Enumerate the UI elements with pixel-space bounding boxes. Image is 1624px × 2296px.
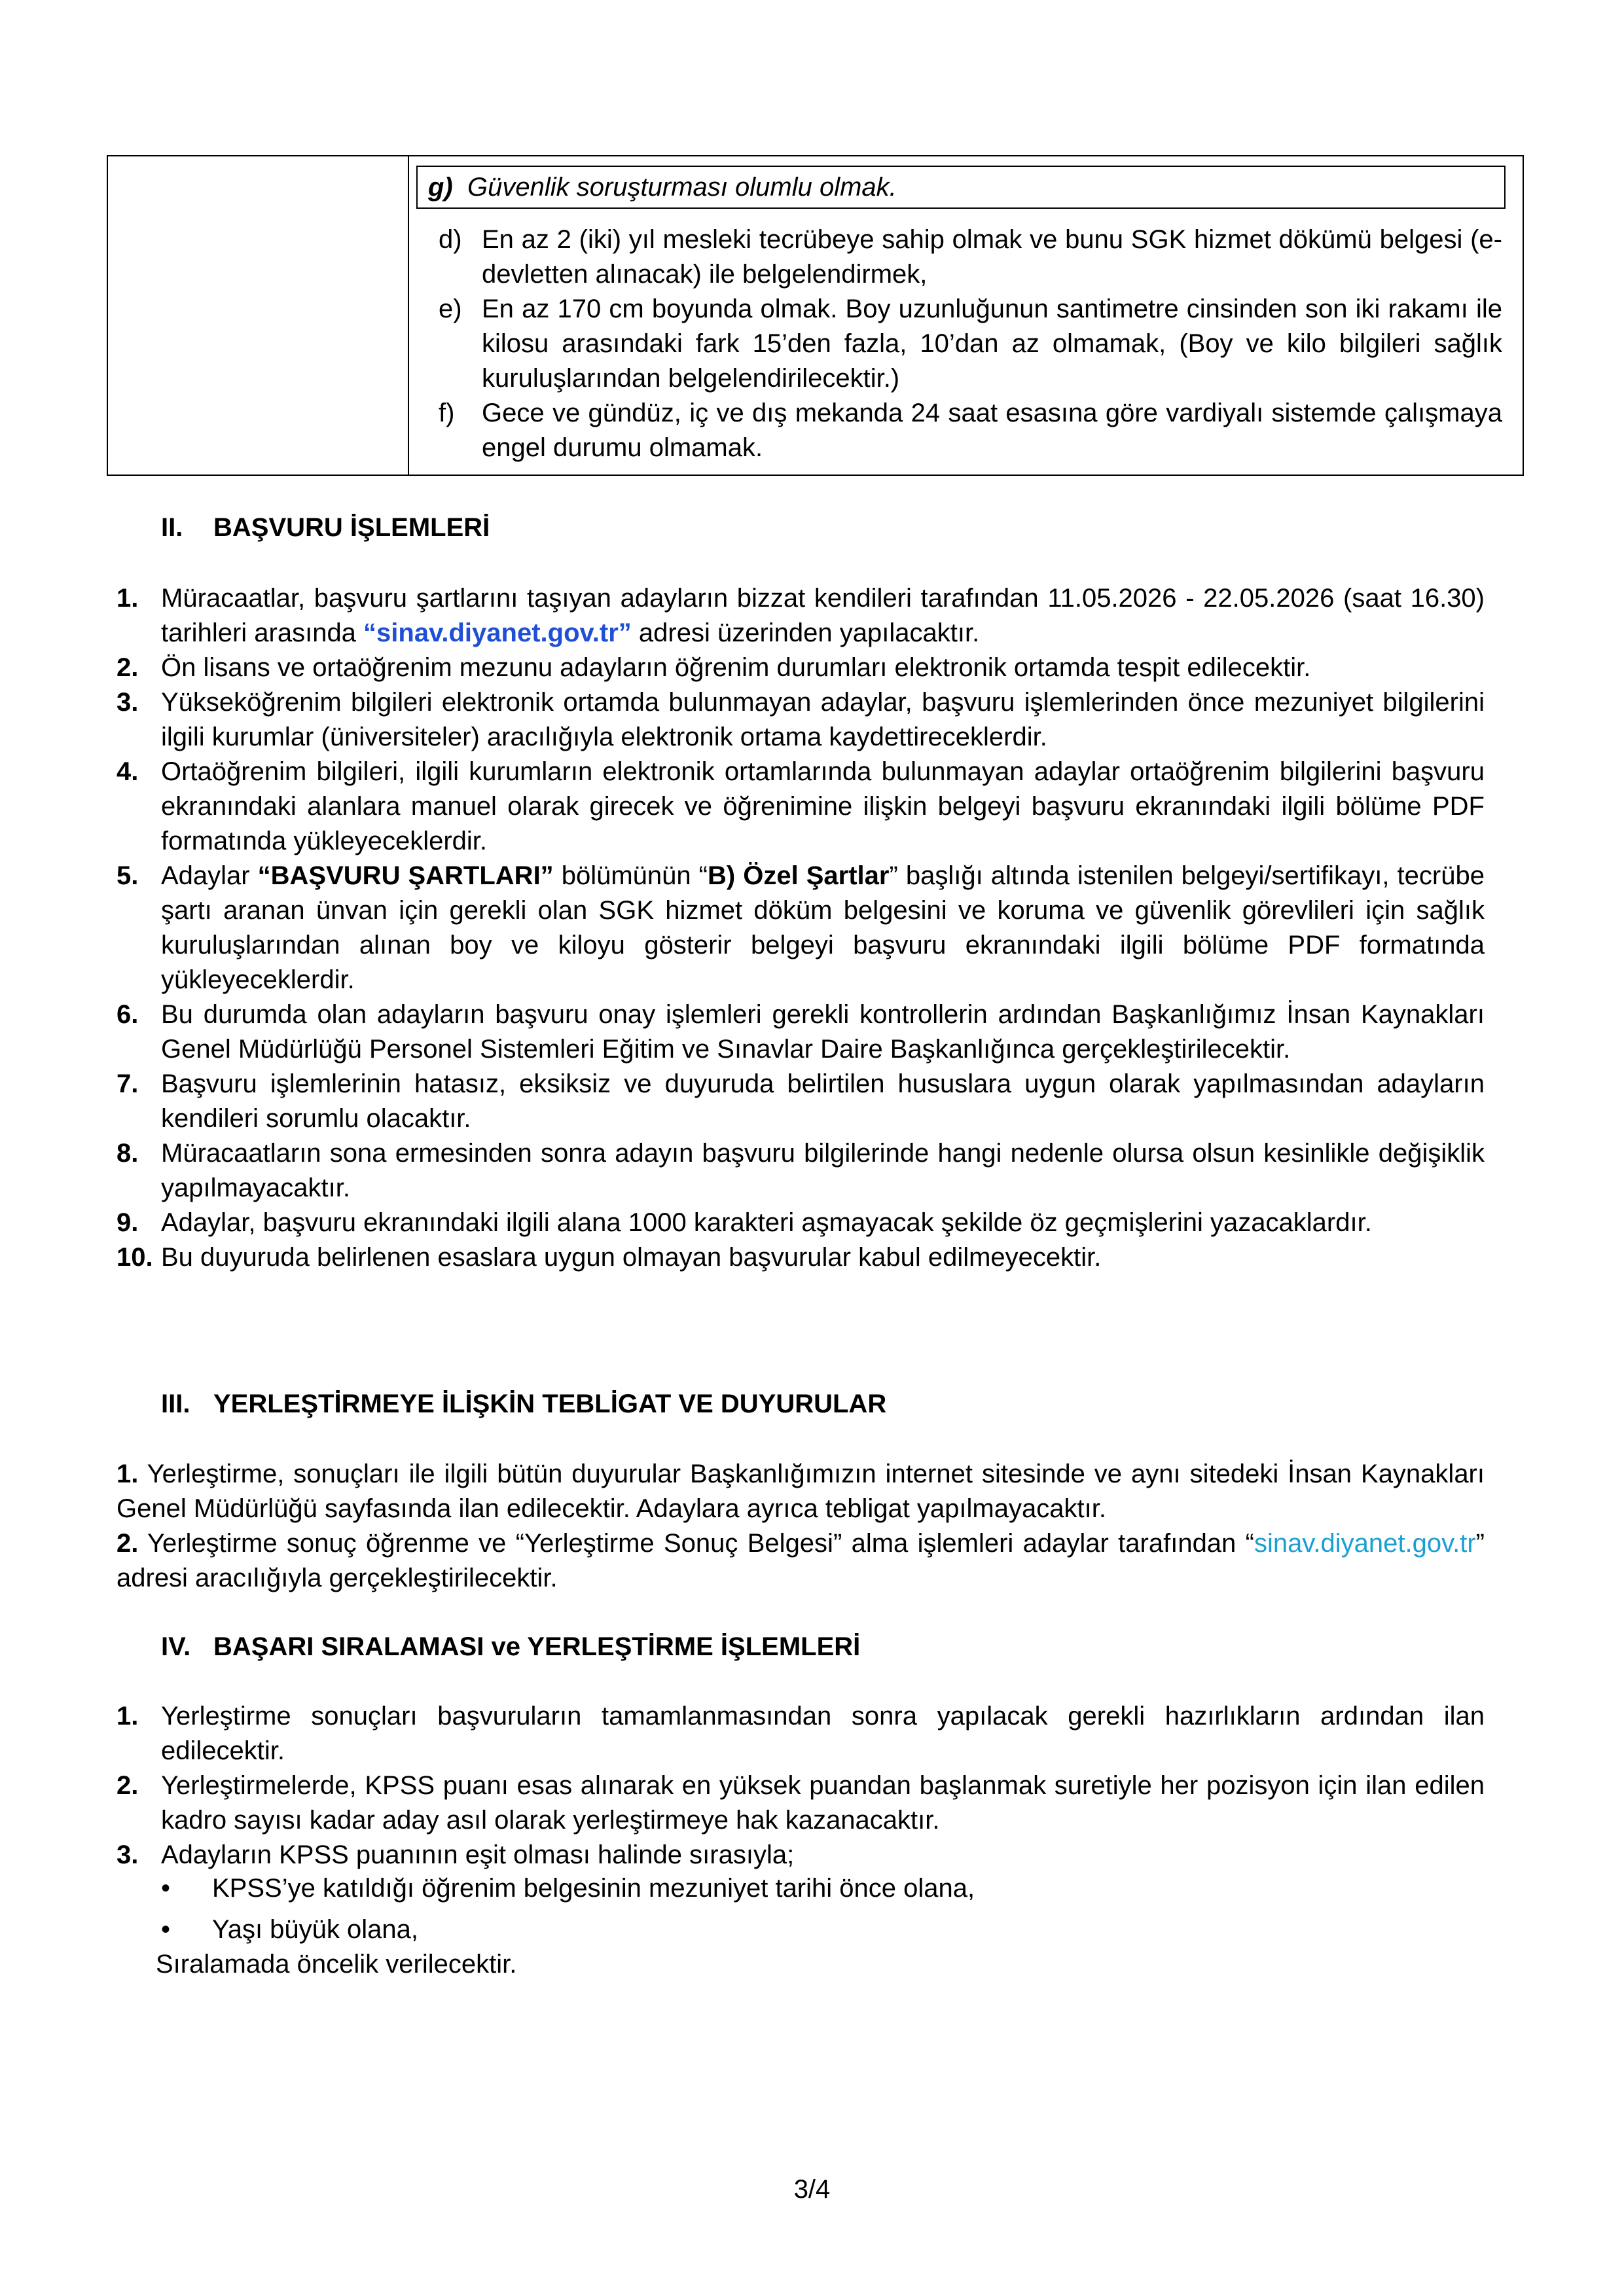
item-number: 9. [117,1208,139,1237]
item-text: En az 170 cm boyunda olmak. Boy uzunluğunun santimetre cinsinden son iki rakamı ile kilosu arasındaki fark 15’den fazla, 10’dan az olmamak, (Boy ve kilo bilgileri sağlık kuruluşlarından belgelendirilecektir.) [482,295,1502,393]
list-item [117,1067,1485,1136]
item-text: Güvenlik soruşturması olumlu olmak. [467,173,897,202]
item-number: 2. [117,1771,139,1800]
item-text: Müracaatlar, başvuru şartlarını taşıyan adayların bizzat kendileri tarafından 11.05.2026 - 22.05.2026 (saat 16.30) tarihleri arasında [161,584,1485,647]
list-item [117,581,1485,651]
item-emphasis: B) Özel Şartlar [708,861,890,890]
section-title: BAŞVURU İŞLEMLERİ [213,513,490,542]
list-item [117,755,1485,859]
item-text: adresi üzerinden yapılacaktır. [631,619,980,647]
list-item [117,651,1485,685]
section-heading-basvuru [161,511,490,545]
list-item [117,1768,1485,1838]
page-number: 3/4 [793,2175,831,2204]
section-heading-siralama [161,1630,860,1664]
item-text: bölümünün “ [553,861,708,890]
item-emphasis: “BAŞVURU ŞARTLARI” [257,861,554,890]
item-text: Bu durumda olan adayların başvuru onay işlemleri gerekli kontrollerin ardından Başkanlığımız İnsan Kaynakları Genel Müdürlüğü Personel Sistemleri Eğitim ve Sınavlar Daire Başkanlığınca gerçekleştirilecektir. [161,1000,1485,1064]
results-link[interactable]: sinav.diyanet.gov.tr [1254,1529,1476,1558]
list-item [117,1206,1485,1240]
item-text: Adayların KPSS puanının eşit olması halinde sırasıyla; [161,1840,795,1869]
item-number: 10. [117,1243,153,1272]
siralama-list [117,1699,1485,1873]
item-text: Yükseköğrenim bilgileri elektronik ortamda bulunmayan adaylar, başvuru işlemlerinden önce mezuniyet bilgilerini ilgili kurumlar (üniversiteler) aracılığıyla elektronik ortama kaydettireceklerdir. [161,688,1485,751]
tebligat-paragraph-2 [117,1526,1485,1596]
table-column-divider [408,156,409,475]
item-number: 5. [117,861,139,890]
item-label: d) [439,225,462,254]
item-number: 8. [117,1139,139,1168]
item-number: 1. [117,1702,139,1731]
item-number: 1. [117,584,139,613]
item-label: g) [428,173,453,202]
table-item-e [439,292,1502,396]
bullet-dot-icon: • [161,1874,171,1903]
section-number: II. [161,513,183,542]
list-item [117,685,1485,755]
bullet-text: Yaşı büyük olana, [212,1915,419,1944]
item-text: Yerleştirme, sonuçları ile ilgili bütün duyurular Başkanlığımızın internet sitesinde ve aynı sitedeki İnsan Kaynakları Genel Müdürlüğü sayfasında ilan edilecektir. Adaylara ayrıca tebligat yapılmayacaktır. [117,1460,1485,1523]
list-item [117,1699,1485,1768]
item-number: 2. [117,1529,139,1558]
item-text: Ön lisans ve ortaöğrenim mezunu adayların öğrenim durumları elektronik ortamda tespit edilecektir. [161,653,1311,682]
item-number: 3. [117,1840,139,1869]
section-number: III. [161,1390,190,1418]
list-item [117,1136,1485,1206]
bullet-dot-icon: • [161,1915,171,1944]
section-number: IV. [161,1632,191,1661]
item-text: Bu duyuruda belirlenen esaslara uygun olmayan başvurular kabul edilmeyecektir. [161,1243,1102,1272]
list-item [117,1240,1485,1275]
item-text: Ortaöğrenim bilgileri, ilgili kurumların elektronik ortamlarında bulunmayan adaylar ortaöğrenim bilgilerini başvuru ekranındaki alanlara manuel olarak girecek ve öğrenimine ilişkin belgeyi başvuru ekranındaki ilgili bölüme PDF formatında yükleyeceklerdir. [161,757,1485,855]
item-number: 3. [117,688,139,717]
item-text: Adaylar, başvuru ekranındaki ilgili alana 1000 karakteri aşmayacak şekilde öz geçmişlerini yazacaklardır. [161,1208,1372,1237]
bullet-text: KPSS’ye katıldığı öğrenim belgesinin mezuniyet tarihi önce olana, [212,1874,975,1903]
list-item [117,1838,1485,1873]
item-number: 4. [117,757,139,786]
item-text: Gece ve gündüz, iç ve dış mekanda 24 saat esasına göre vardiyalı sistemde çalışmaya engel durumu olmamak. [482,399,1502,462]
section-title: BAŞARI SIRALAMASI ve YERLEŞTİRME İŞLEMLERİ [213,1632,861,1661]
item-number: 7. [117,1069,139,1098]
item-text: Adaylar [161,861,258,890]
item-label: e) [439,295,462,323]
basvuru-list [117,581,1485,1275]
table-item-g [416,166,1506,209]
closing-text: Sıralamada öncelik verilecektir. [156,1950,517,1979]
list-item [117,997,1485,1067]
item-text: En az 2 (iki) yıl mesleki tecrübeye sahip olmak ve bunu SGK hizmet dökümü belgesi (e-devletten alınacak) ile belgelendirmek, [482,225,1502,289]
item-text: Yerleştirme sonuçları başvuruların tamamlanmasından sonra yapılacak gerekli hazırlıkların ardından ilan edilecektir. [161,1702,1485,1765]
tebligat-paragraph-1 [117,1457,1485,1526]
item-text: ” başlığı altında istenilen belgeyi/sertifikayı, tecrübe şartı aranan ünvan için gerekli olan SGK hizmet döküm belgesini ve koruma ve güvenlik görevlileri için sağlık kuruluşlarından alınan boy ve kiloyu gösterir belgeyi başvuru ekranındaki ilgili bölüme PDF formatında yükleyeceklerdir. [161,861,1485,994]
item-text: ” adresi aracılığıyla gerçekleştirilecektir. [117,1529,1485,1592]
item-text: Müracaatların sona ermesinden sonra adayın başvuru bilgilerinde hangi nedenle olursa olsun kesinlikle değişiklik yapılmayacaktır. [161,1139,1485,1202]
item-text: Yerleştirmelerde, KPSS puanı esas alınarak en yüksek puandan başlanmak suretiyle her pozisyon için ilan edilen kadro sayısı kadar aday asıl olarak yerleştirmeye hak kazanacaktır. [161,1771,1485,1835]
table-item-d [439,223,1502,292]
requirements-table [107,155,1524,476]
item-text: Başvuru işlemlerinin hatasız, eksiksiz ve duyuruda belirtilen hususlara uygun olarak yapılmasından adayların kendileri sorumlu olacaktır. [161,1069,1485,1133]
table-item-f [439,396,1502,465]
section-title: YERLEŞTİRMEYE İLİŞKİN TEBLİGAT VE DUYURULAR [213,1390,887,1418]
item-number: 2. [117,653,139,682]
item-number: 6. [117,1000,139,1029]
application-link[interactable]: “sinav.diyanet.gov.tr” [363,619,632,647]
item-label: f) [439,399,455,427]
item-text: Yerleştirme sonuç öğrenme ve “Yerleştirme Sonuç Belgesi” alma işlemleri adaylar tarafından “ [138,1529,1254,1558]
section-heading-tebligat [161,1387,886,1422]
list-item [117,859,1485,997]
item-number: 1. [117,1460,139,1488]
